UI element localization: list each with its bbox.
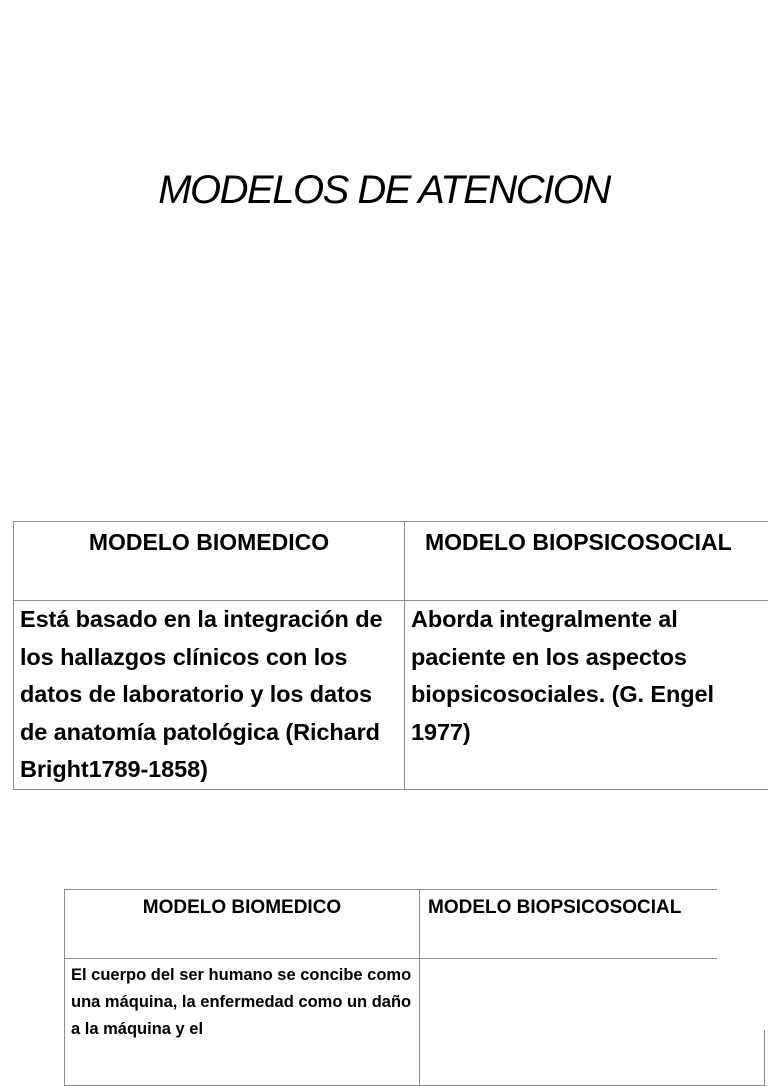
table-header-row xyxy=(14,522,768,601)
slide-title: MODELOS DE ATENCION xyxy=(0,166,768,214)
table-header-row xyxy=(65,890,765,959)
header-biopsicosocial: MODELO BIOPSICOSOCIAL xyxy=(405,522,768,601)
comparison-table-primary xyxy=(13,521,768,790)
cell-biomedico-description: Está basado en la integración de los hallazgos clínicos con los datos de laboratorio y los datos de anatomía patológica (Richard Bright1789-1858) xyxy=(14,601,405,790)
table-row xyxy=(65,959,765,1086)
cell-biopsicosocial-description: Aborda integralmente al paciente en los aspectos biopsicosociales. (G. Engel 1977) xyxy=(405,601,768,790)
cell-biomedico-description: El cuerpo del ser humano se concibe como una máquina, la enfermedad como un daño a la máquina y el xyxy=(65,959,420,1086)
header-biomedico: MODELO BIOMEDICO xyxy=(14,522,405,601)
table-row xyxy=(14,601,768,790)
header-biomedico: MODELO BIOMEDICO xyxy=(65,890,420,959)
header-biopsicosocial: MODELO BIOPSICOSOCIAL xyxy=(420,890,765,959)
cell-biopsicosocial-description xyxy=(420,959,765,1086)
page-edge-mask xyxy=(717,880,768,1030)
comparison-table-secondary xyxy=(64,889,765,1086)
